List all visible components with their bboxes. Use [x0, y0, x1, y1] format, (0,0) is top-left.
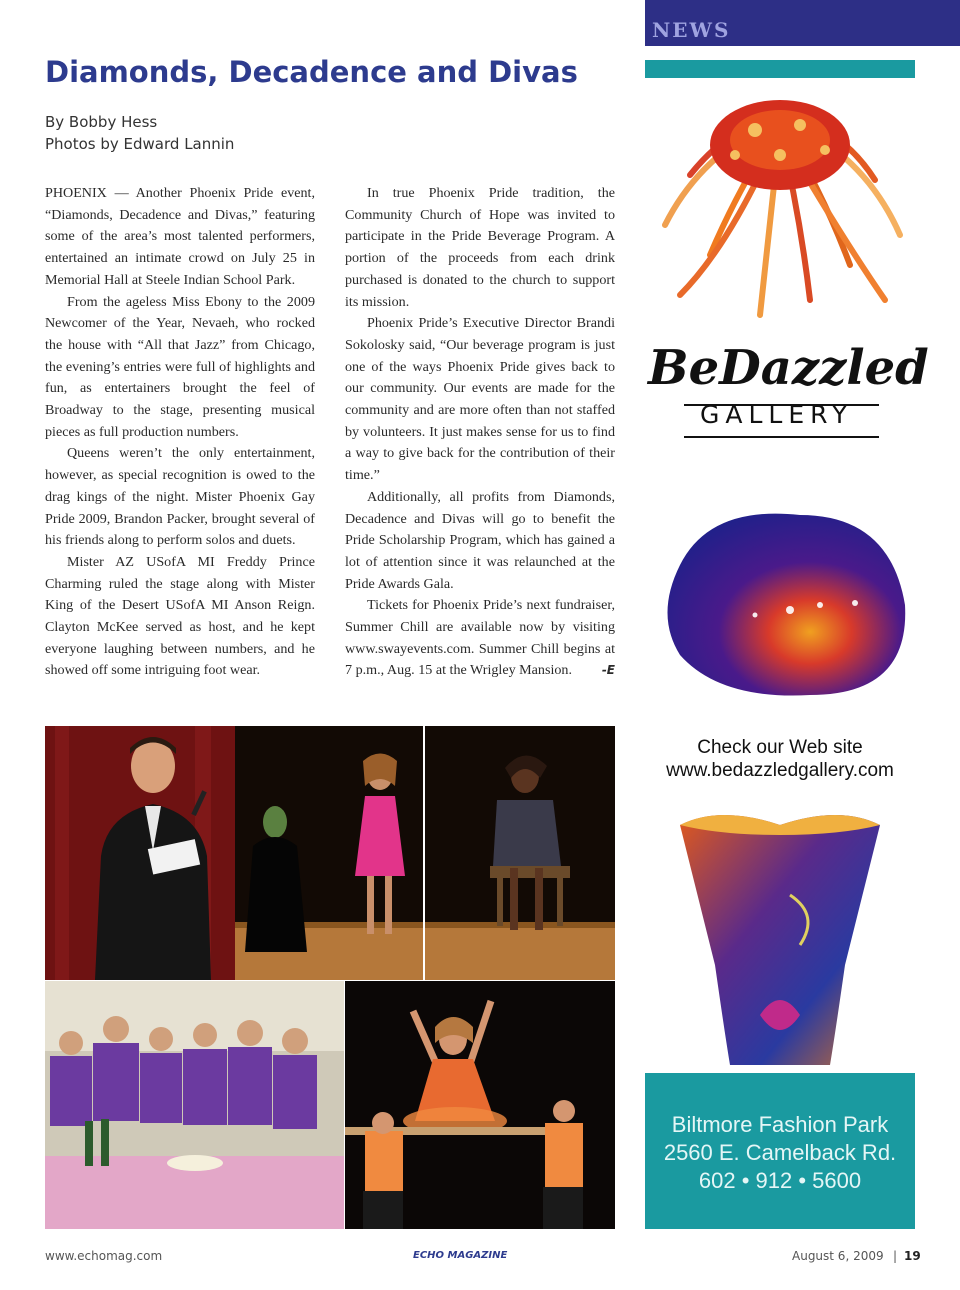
article-column-1	[45, 183, 315, 682]
dancer-illustration	[345, 981, 615, 1229]
stage-performers-illustration	[235, 726, 615, 980]
paragraph: From the ageless Miss Ebony to the 2009 Newcomer of the Year, Nevaeh, who rocked the house with “All that Jazz” from Chicago, the evening’s entries were full of highlights and fun, as entertainers brought the feel of Broadway to the stage, presenting musical pieces as full production numbers.	[45, 293, 315, 440]
paragraph: Mister AZ USofA MI Freddy Prince Charming ruled the stage along with Mister King of the Desert USofA MI Anson Reign. Clayton McKee served as host, and he kept everyone laughing between numbers, and he showed off some intriguing foot wear.	[45, 553, 315, 679]
ad-logo-word: GALLERY	[700, 400, 854, 429]
photo-volunteer-group	[45, 981, 344, 1229]
article-title: Diamonds, Decadence and Divas	[45, 55, 578, 89]
photo-credit: Photos by Edward Lannin	[45, 135, 235, 153]
paragraph: Phoenix Pride’s Executive Director Brandi Sokolosky said, “Our beverage program is just one of the ways Phoenix Pride gives back to our community. Our events are made for the community and are more often than not staffed by volunteers. It just makes sense for us to find a way to give back for the contribution of their time.”	[345, 315, 615, 484]
chandelier-illustration	[650, 85, 915, 335]
photo-stage-performers	[235, 726, 615, 980]
ad-website-url[interactable]: www.bedazzledgallery.com	[666, 760, 894, 781]
ad-website-callout: Check our Web site	[697, 737, 863, 758]
footer-separator: |	[893, 1249, 898, 1263]
photo-host-on-stage	[45, 726, 235, 980]
paragraph: Additionally, all profits from Diamonds, Decadence and Divas will go to benefit the Pride Scholarship Program, which has gained a lot of attention since it was relaunched at the Pride Awards Gala.	[345, 488, 615, 592]
footer-date: August 6, 2009	[792, 1249, 884, 1263]
paragraph: PHOENIX — Another Phoenix Pride event, “Diamonds, Decadence and Divas,” featuring some of the area’s most talented performers, entertained an intimate crowd on July 25 in Memorial Hall at Steele Indian School Park.	[45, 185, 315, 288]
article-column-2	[345, 183, 615, 682]
ad-logo-script: BeDazzled	[648, 340, 929, 396]
ad-phone: 602 • 912 • 5600	[698, 1168, 862, 1193]
end-mark: -E	[601, 663, 615, 678]
byline: By Bobby Hess	[45, 113, 158, 131]
page-number: 19	[904, 1249, 921, 1263]
paragraph	[345, 595, 615, 682]
host-figure-illustration	[45, 726, 235, 980]
paragraph-text: Tickets for Phoenix Pride’s next fundraiser, Summer Chill are available now by visiting www.swayevents.com. Summer Chill begins at 7 p.m., Aug. 15 at the Wrigley Mansion.	[345, 597, 615, 679]
logo-rule-bottom	[684, 436, 879, 438]
footer-website[interactable]: www.echomag.com	[45, 1249, 163, 1263]
volunteer-group-illustration	[45, 981, 344, 1229]
bowl-illustration	[650, 495, 915, 705]
ad-glass-bowl-image	[650, 495, 915, 705]
ad-glass-chandelier-image	[650, 85, 915, 335]
section-label: NEWS	[652, 18, 731, 42]
ad-address-line: Biltmore Fashion Park	[671, 1112, 889, 1137]
paragraph: Queens weren’t the only entertainment, however, as special recognition is owed to the drag kings of the night. Mister Phoenix Gay Pride 2009, Brandon Packer, brought several of his friends along to perform solos and duets.	[45, 445, 315, 549]
photo-dancer-performance	[345, 981, 615, 1229]
ad-address-line: 2560 E. Camelback Rd.	[663, 1140, 897, 1165]
teal-accent-bar	[645, 60, 915, 78]
vase-illustration	[670, 805, 890, 1070]
footer-magazine-name: ECHO MAGAZINE	[413, 1250, 508, 1261]
paragraph: In true Phoenix Pride tradition, the Community Church of Hope was invited to participate in the Pride Beverage Program. A portion of the proceeds from each drink purchased is donated to the church to support its mission.	[345, 185, 615, 310]
ad-glass-vase-image	[670, 805, 890, 1070]
